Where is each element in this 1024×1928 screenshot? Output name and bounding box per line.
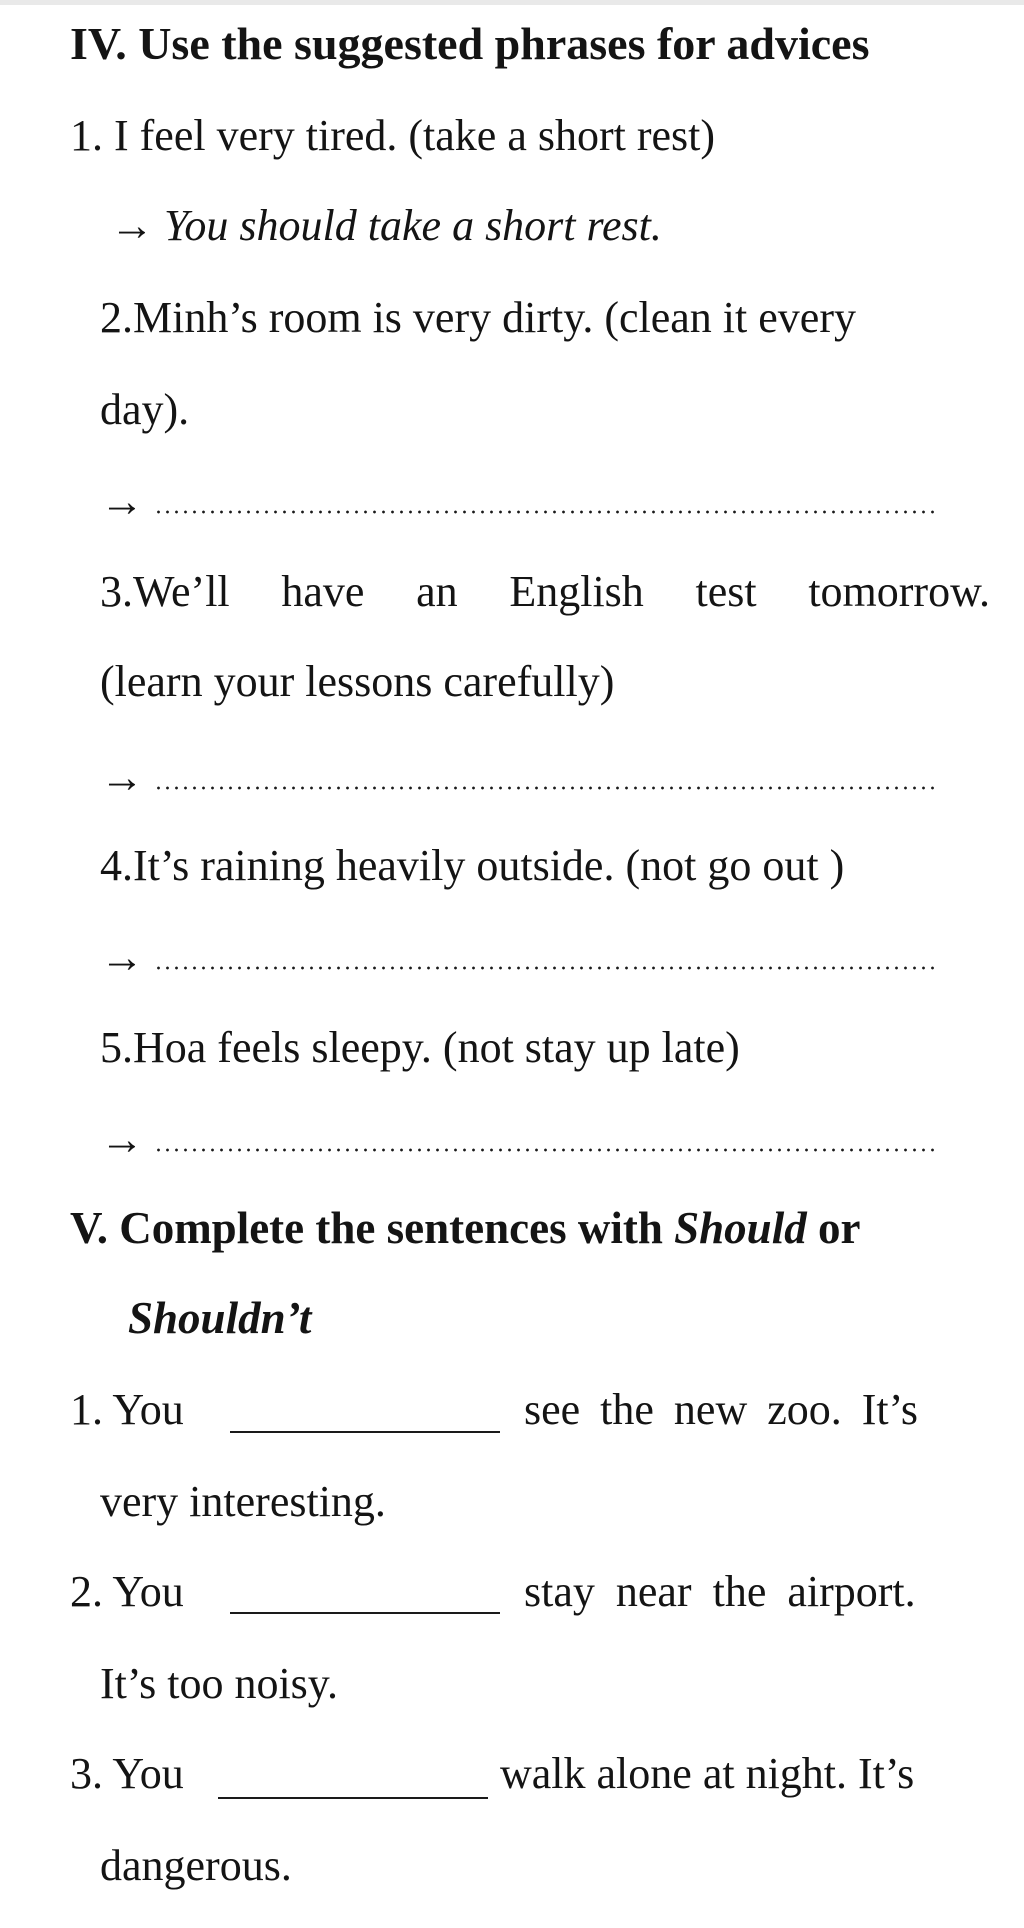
question-3-prompt-line2: (learn your lessons carefully) — [100, 657, 615, 706]
exercise-2-line2: It’s too noisy. — [100, 1659, 338, 1708]
question-3-prompt-line1 — [100, 566, 990, 618]
word: an — [416, 567, 458, 616]
answer-dotted-line[interactable] — [154, 784, 940, 792]
question-2-answer-line[interactable] — [100, 476, 940, 528]
question-1-prompt: 1. I feel very tired. (take a short rest) — [70, 111, 716, 160]
exercise-1-rest: see the new zoo. It’s — [524, 1385, 918, 1434]
exercise-3-rest: walk alone at night. It’s — [500, 1749, 915, 1798]
arrow-icon: → — [100, 753, 144, 802]
word: tomorrow. — [808, 567, 990, 616]
question-4-prompt: 4.It’s raining heavily outside. (not go out ) — [100, 841, 845, 890]
section-5-heading-line2: Shouldn’t — [128, 1293, 312, 1343]
question-5-prompt: 5.Hoa feels sleepy. (not stay up late) — [100, 1023, 740, 1072]
exercise-2-blank[interactable] — [230, 1612, 500, 1614]
exercise-2-subject: 2. You — [70, 1567, 184, 1616]
word: English — [509, 567, 644, 616]
answer-dotted-line[interactable] — [154, 1146, 940, 1154]
section-5-heading — [70, 1202, 860, 1254]
question-2-prompt-line2: day). — [100, 385, 190, 434]
question-4-answer-line[interactable] — [100, 932, 940, 984]
arrow-icon: → — [100, 477, 144, 526]
arrow-icon: → — [110, 201, 154, 250]
exercise-1-blank[interactable] — [230, 1431, 500, 1433]
section-5-heading-prefix: V. Complete the sentences with — [70, 1203, 675, 1253]
section-5-heading-or: or — [806, 1203, 861, 1253]
arrow-icon: → — [100, 933, 144, 982]
word: have — [281, 567, 365, 616]
question-3-answer-line[interactable] — [100, 752, 940, 804]
section-5-heading-should: Should — [674, 1203, 807, 1253]
question-5-answer-line[interactable] — [100, 1114, 940, 1166]
question-1-answer: You should take a short rest. — [164, 201, 662, 250]
question-2-prompt-line1: 2.Minh’s room is very dirty. (clean it every — [100, 293, 856, 342]
question-1-answer-line — [110, 200, 662, 252]
exercise-3-subject: 3. You — [70, 1749, 184, 1798]
answer-dotted-line[interactable] — [154, 964, 940, 972]
exercise-2-rest: stay near the airport. — [524, 1567, 916, 1616]
arrow-icon: → — [100, 1115, 144, 1164]
word: test — [695, 567, 757, 616]
exercise-1-line2: very interesting. — [100, 1477, 386, 1526]
word: 3.We’ll — [100, 567, 230, 616]
section-4-heading: IV. Use the suggested phrases for advices — [70, 18, 870, 69]
top-border — [0, 0, 1024, 5]
answer-dotted-line[interactable] — [154, 508, 940, 516]
exercise-1-subject: 1. You — [70, 1385, 184, 1434]
exercise-3-blank[interactable] — [218, 1797, 488, 1799]
exercise-3-line2: dangerous. — [100, 1841, 292, 1890]
